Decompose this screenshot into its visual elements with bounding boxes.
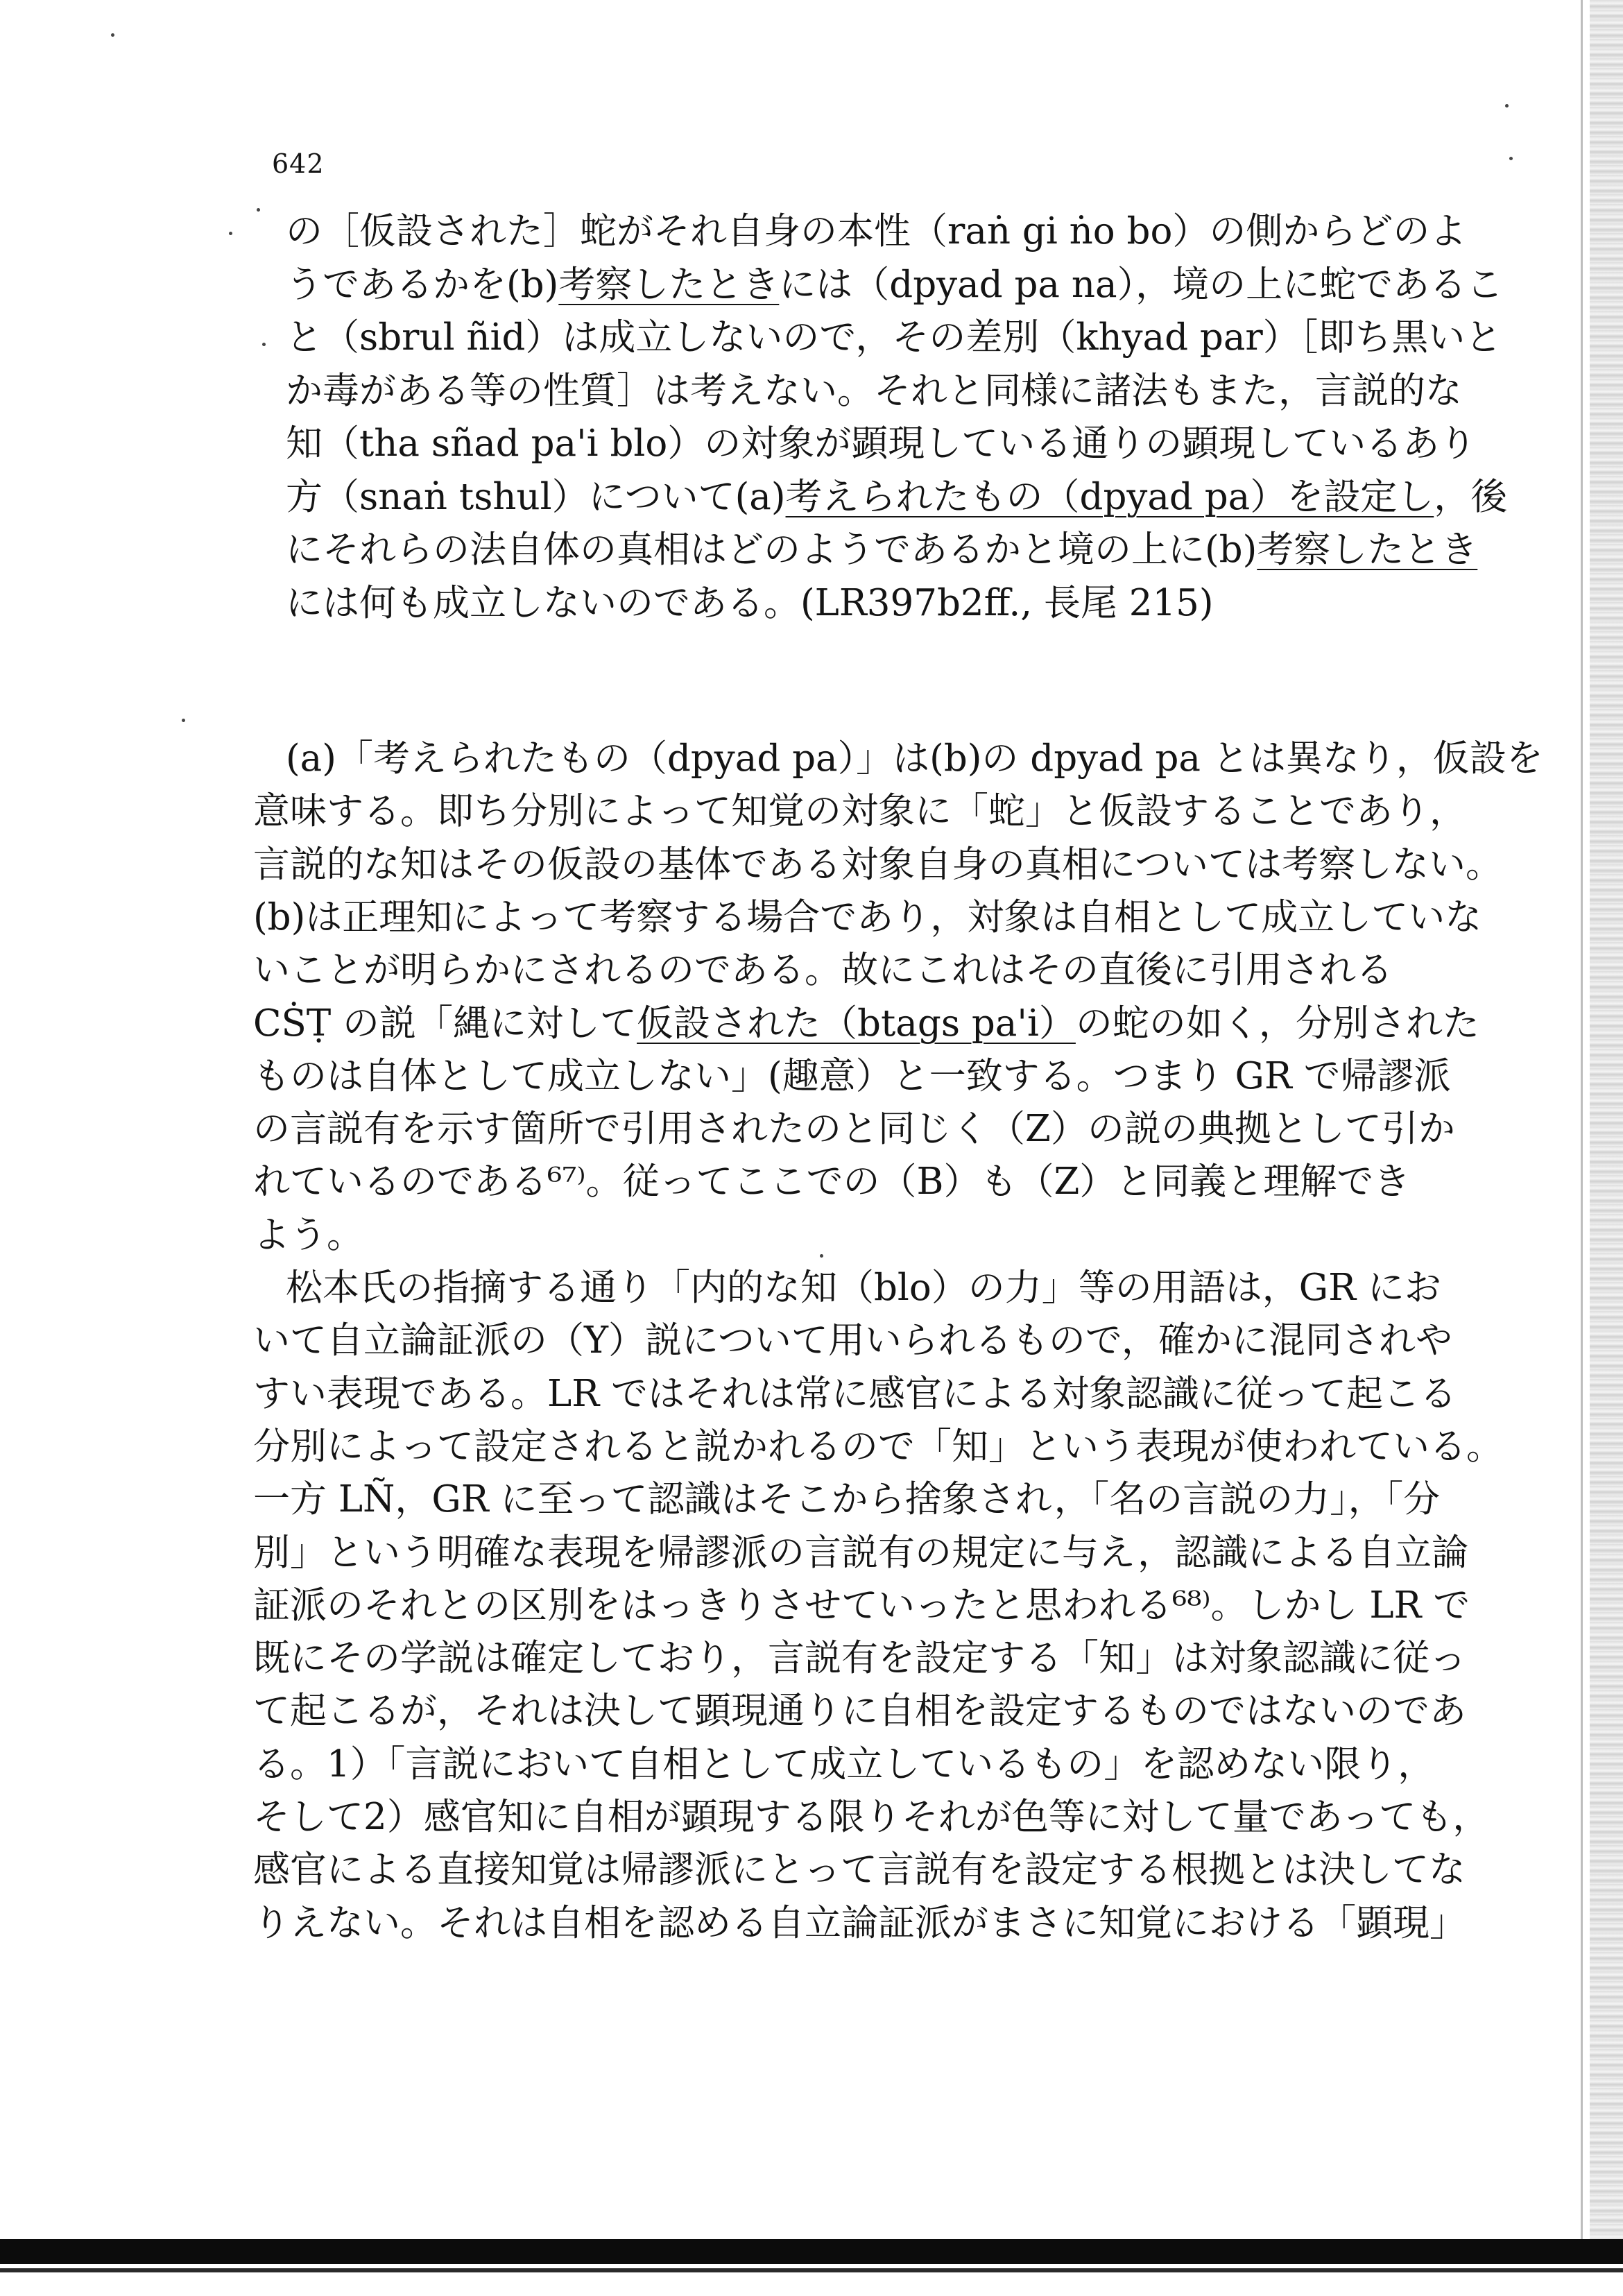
- text-segment: れているのである⁶⁷⁾。従ってここでの（B）も（Z）と同義と理解でき: [253, 1160, 1411, 1203]
- text-line: [253, 1790, 1489, 1845]
- text-line: [253, 1419, 1503, 1475]
- text-line: [253, 1631, 1466, 1686]
- text-line: [253, 1737, 1434, 1792]
- text-segment: 方（snaṅ tshul）について(a): [286, 475, 786, 518]
- underlined-phrase: 考えられたもの（dpyad pa）を設定し: [785, 475, 1434, 518]
- text-line: [253, 1896, 1466, 1951]
- scan-speck: [257, 208, 260, 212]
- text-segment: (a)「考えられたもの（dpyad pa）」は(b)の dpyad pa とは異なり，仮設を: [286, 737, 1543, 780]
- page-number: 642: [272, 148, 325, 179]
- scan-speck: [229, 232, 232, 235]
- text-line: [253, 837, 1502, 893]
- text-line: [286, 470, 1507, 525]
- text-line: [253, 1208, 363, 1263]
- text-line: [253, 996, 1479, 1052]
- text-segment: 感官による直接知覚は帰謬派にとって言説有を設定する根拠とは決してな: [253, 1849, 1466, 1892]
- underlined-phrase: 考察したとき: [558, 263, 780, 306]
- text-segment: 意味する。即ち分別によって知覚の対象に「蛇」と仮設することであり，: [253, 790, 1466, 833]
- text-segment: の言説有を示す箇所で引用されたのと同じく（Z）の説の典拠として引か: [253, 1108, 1455, 1151]
- text-segment: と（sbrul ñid）は成立しないので，その差別（khyad par）［即ち黒いと: [286, 316, 1502, 359]
- text-line: [253, 1684, 1466, 1739]
- text-line: [286, 731, 1543, 787]
- text-segment: CṠṬ の説「縄に対して: [253, 1002, 637, 1045]
- text-line: [253, 890, 1482, 945]
- text-line: [286, 522, 1477, 578]
- text-line: [286, 204, 1466, 259]
- text-segment: すい表現である。LR ではそれは常に感官による対象認識に従って起こる: [253, 1372, 1457, 1415]
- text-line: [253, 1842, 1466, 1898]
- text-segment: には（dpyad pa na），境の上に蛇であるこ: [779, 263, 1504, 306]
- text-segment: には何も成立しないのである。(LR397b2ff., 長尾 215): [286, 581, 1214, 624]
- text-segment: て起こるが，それは決して顕現通りに自相を設定するものではないのであ: [253, 1690, 1466, 1733]
- text-segment: ，後: [1434, 475, 1508, 518]
- text-segment: うであるかを(b): [286, 263, 559, 306]
- text-segment: る。1）「言説において自相として成立しているもの」を認めない限り，: [253, 1742, 1435, 1785]
- text-segment: いことが明らかにされるのである。故にこれはその直後に引用される: [253, 949, 1393, 992]
- text-segment: 証派のそれとの区別をはっきりさせていったと思われる⁶⁸⁾。しかし LR で: [253, 1584, 1470, 1627]
- text-line: [253, 1367, 1457, 1422]
- text-line: [253, 1102, 1455, 1157]
- text-line: [286, 310, 1502, 366]
- underlined-phrase: 仮設された（btags pa'i）: [637, 1002, 1076, 1045]
- text-line: [286, 416, 1476, 472]
- scan-speck: [111, 33, 114, 37]
- binding-shadow-line: [1581, 0, 1583, 2239]
- text-segment: (b)は正理知によって考察する場合であり，対象は自相として成立していな: [253, 896, 1482, 939]
- text-segment: よう。: [253, 1213, 363, 1256]
- text-segment: りえない。それは自相を認める自立論証派がまさに知覚における「顕現」: [253, 1901, 1466, 1944]
- text-line: [286, 257, 1503, 313]
- text-segment: 言説的な知はその仮設の基体である対象自身の真相については考察しない。: [253, 843, 1502, 886]
- text-segment: いて自立論証派の（Y）説について用いられるもので，確かに混同されや: [253, 1319, 1452, 1362]
- scan-speck: [1509, 157, 1513, 160]
- text-line: [253, 1313, 1452, 1369]
- text-line: [253, 1049, 1451, 1104]
- book-binding-edge: [1590, 0, 1623, 2239]
- text-line: [286, 363, 1462, 419]
- text-segment: の蛇の如く，分別された: [1075, 1002, 1479, 1045]
- text-line: [253, 943, 1393, 998]
- underlined-phrase: 考察したとき: [1257, 529, 1478, 571]
- text-segment: 一方 LÑ，GR に至って認識はそこから捨象され，「名の言説の力」，「分: [253, 1478, 1441, 1521]
- scan-speck: [262, 343, 266, 346]
- text-segment: ものは自体として成立しない」(趣意）と一致する。つまり GR で帰謬派: [253, 1054, 1451, 1097]
- text-line: [253, 784, 1466, 839]
- text-segment: 既にその学説は確定しており，言説有を設定する「知」は対象認識に従っ: [253, 1637, 1466, 1680]
- text-line: [253, 1578, 1470, 1634]
- bottom-scan-edge-shadow: [0, 2268, 1623, 2272]
- text-line: [253, 1472, 1440, 1527]
- text-segment: の［仮設された］蛇がそれ自身の本性（raṅ gi ṅo bo）の側からどのよ: [286, 210, 1467, 252]
- scan-speck: [182, 719, 185, 722]
- text-segment: そして2）感官知に自相が顕現する限りそれが色等に対して量であっても，: [253, 1796, 1490, 1838]
- text-segment: 松本氏の指摘する通り「内的な知（blo）の力」等の用語は，GR にお: [286, 1267, 1441, 1309]
- text-line: [253, 1525, 1468, 1581]
- text-segment: にそれらの法自体の真相はどのようであるかと境の上に(b): [286, 529, 1257, 571]
- bottom-scan-edge: [0, 2239, 1623, 2264]
- text-line: [286, 576, 1214, 631]
- text-segment: 分別によって設定されると説かれるので「知」という表現が使われている。: [253, 1425, 1503, 1468]
- text-line: [253, 1154, 1410, 1210]
- text-segment: 別」という明確な表現を帰謬派の言説有の規定に与え，認識による自立論: [253, 1531, 1469, 1574]
- text-segment: 知（tha sñad pa'i blo）の対象が顕現している通りの顕現しているあり: [286, 422, 1477, 465]
- text-line: [286, 1260, 1441, 1316]
- text-segment: か毒がある等の性質］は考えない。それと同様に諸法もまた，言説的な: [286, 369, 1462, 412]
- scan-speck: [1505, 104, 1509, 108]
- scan-speck: [820, 1254, 823, 1258]
